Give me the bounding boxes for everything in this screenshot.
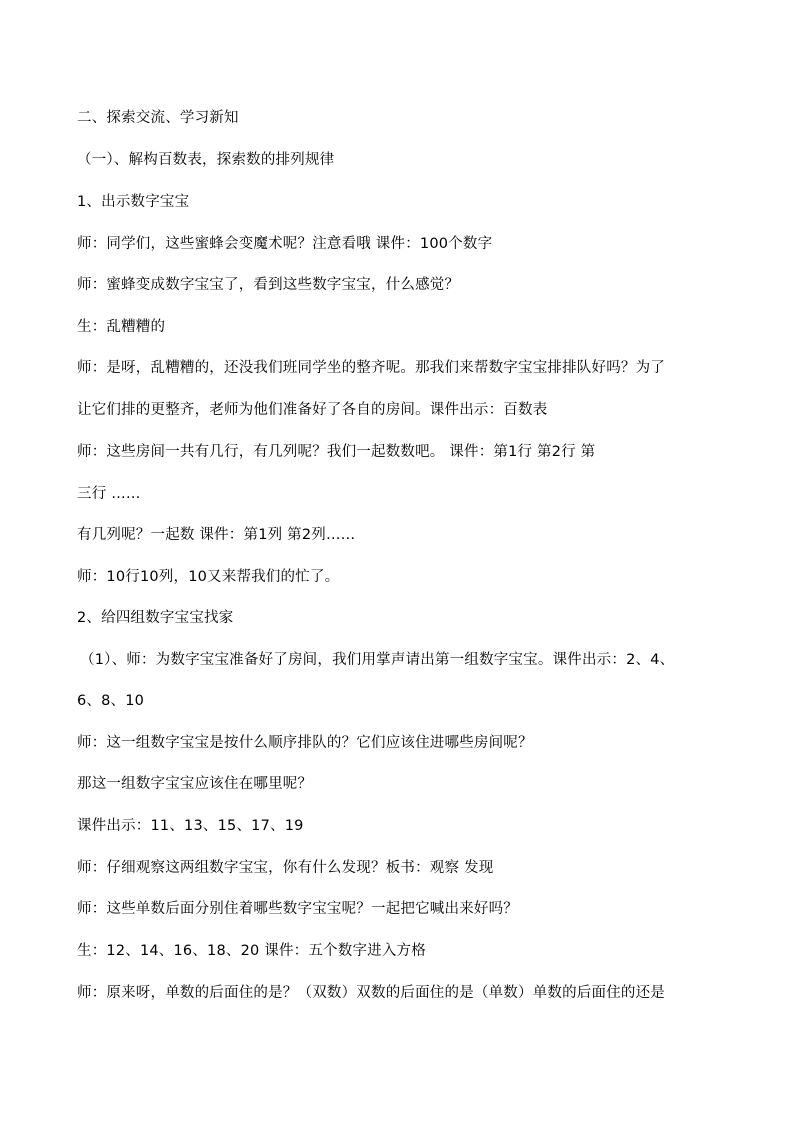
paragraph-line: 师：这些单数后面分别住着哪些数字宝宝呢？一起把它喊出来好吗？ xyxy=(77,901,518,917)
paragraph-line: 师：同学们，这些蜜蜂会变魔术呢？注意看哦 课件：100个数字 xyxy=(77,236,493,252)
paragraph-line: 生：12、14、16、18、20 课件：五个数字进入方格 xyxy=(77,943,426,959)
paragraph-line: 师：10行10列，10又来帮我们的忙了。 xyxy=(77,569,340,585)
paragraph-line: 三行 …… xyxy=(77,486,141,502)
paragraph-line: 有几列呢？一起数 课件：第1列 第2列…… xyxy=(77,527,356,543)
paragraph-line: 师：这一组数字宝宝是按什么顺序排队的？它们应该住进哪些房间呢？ xyxy=(77,735,533,751)
paragraph-line: 生：乱糟糟的 xyxy=(77,319,166,335)
paragraph-line: 师：是呀，乱糟糟的，还没我们班同学坐的整齐呢。那我们来帮数字宝宝排排队好吗？为了 xyxy=(77,360,665,376)
step-heading: 2、给四组数字宝宝找家 xyxy=(77,610,234,626)
section-heading: 二、探索交流、学习新知 xyxy=(77,110,239,126)
paragraph-line: 师：蜜蜂变成数字宝宝了，看到这些数字宝宝，什么感觉？ xyxy=(77,277,460,293)
paragraph-line: 师：仔细观察这两组数字宝宝，你有什么发现？板书：观察 发现 xyxy=(77,860,494,876)
subsection-heading: （一）、解构百数表，探索数的排列规律 xyxy=(77,152,335,168)
paragraph-line: 6、8、10 xyxy=(77,693,145,709)
paragraph-line: 课件出示：11、13、15、17、19 xyxy=(77,818,304,834)
paragraph-line: 那这一组数字宝宝应该住在哪里呢？ xyxy=(77,776,313,792)
paragraph-line: （1）、师：为数字宝宝准备好了房间，我们用掌声请出第一组数字宝宝。课件出示：2、4、 xyxy=(80,652,675,668)
paragraph-line: 让它们排的更整齐，老师为他们准备好了各自的房间。课件出示：百数表 xyxy=(77,402,548,418)
paragraph-line: 师：这些房间一共有几行，有几列呢？我们一起数数吧。 课件：第1行 第2行 第 xyxy=(77,444,596,460)
paragraph-line: 师：原来呀，单数的后面住的是？（双数）双数的后面住的是（单数）单数的后面住的还是 xyxy=(77,985,665,1001)
step-heading: 1、出示数字宝宝 xyxy=(77,194,190,210)
